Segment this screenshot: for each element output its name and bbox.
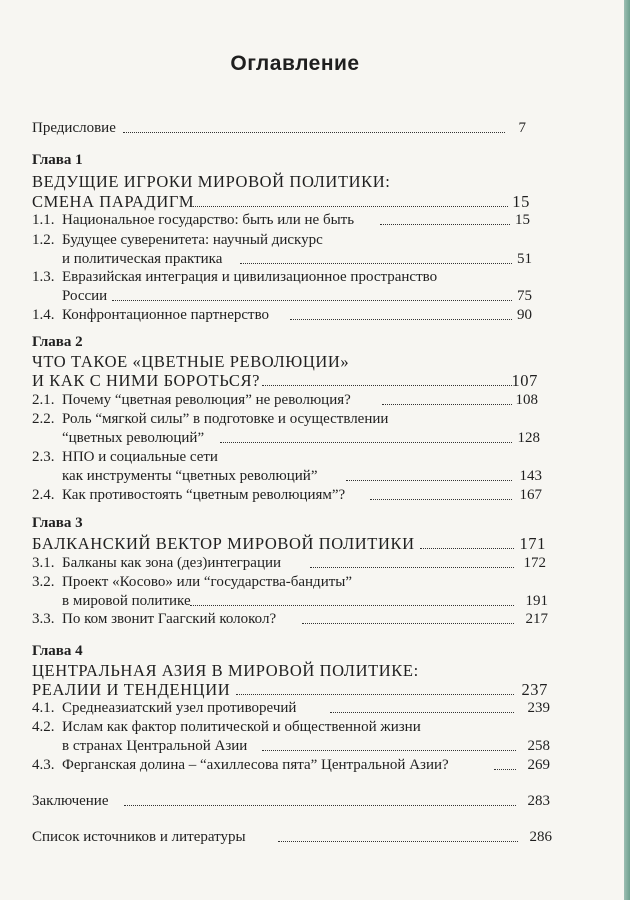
page-number: 237 [521,680,548,699]
page-number: 258 [527,738,550,754]
toc-entry-continued: и политическая практика 51 [0,248,630,270]
dot-leader [420,548,514,549]
toc-entry: 1.2. Будущее суверенитета: научный дискурс [32,232,323,248]
toc-entry-label: Список источников и литературы [32,829,246,845]
toc-entry-continued: в мировой политике 191 [0,590,630,612]
toc-entry: 2.1. Почему “цветная революция” не революция? 108 [0,389,630,411]
dot-leader [310,567,514,568]
dot-leader [124,805,516,806]
toc-entry-continued: России 75 [0,285,630,307]
toc-entry: 4.3. Ферганская долина – “ахиллесова пята” Центральной Азии? 269 [0,754,630,776]
dot-leader [220,442,512,443]
page-number: 143 [519,468,542,484]
chapter-title-line: ЦЕНТРАЛЬНАЯ АЗИЯ В МИРОВОЙ ПОЛИТИКЕ: [32,661,419,680]
toc-entry-continued: как инструменты “цветных революций” 143 [0,465,630,487]
page-number: 15 [512,192,530,211]
page-number: 283 [527,793,550,809]
dot-leader [112,300,512,301]
chapter-label: Глава 4 [32,643,83,659]
dot-leader [382,404,512,405]
dot-leader [190,206,508,207]
page-title: Оглавление [230,52,360,75]
toc-entry: 2.4. Как противостоять “цветным революциям”? 167 [0,484,630,506]
page-number: 15 [515,212,530,228]
dot-leader [330,712,514,713]
toc-entry-conclusion [0,790,630,812]
dot-leader [123,132,505,133]
dot-leader [346,480,512,481]
chapter-label: Глава 1 [32,152,83,168]
chapter-title-line: РЕАЛИИ И ТЕНДЕНЦИИ 237 [32,680,548,699]
toc-entry-label: Заключение [32,793,109,809]
dot-leader [236,694,514,695]
dot-leader [370,499,512,500]
toc-entry-bibliography [0,826,630,848]
dot-leader [262,750,516,751]
toc-entry-preface [0,117,630,139]
toc-entry: 1.4. Конфронтационное партнерство 90 [0,304,630,326]
page-number: 167 [519,487,542,503]
toc-entry: 2.3. НПО и социальные сети [32,449,218,465]
page-number: 128 [517,430,540,446]
page-number: 191 [525,593,548,609]
chapter-title-line: И КАК С НИМИ БОРОТЬСЯ? 107 [32,371,538,390]
page-number: 269 [527,757,550,773]
page-number: 75 [517,288,532,304]
chapter-title-line: СМЕНА ПАРАДИГМ 15 [32,192,530,211]
page-number: 7 [518,120,526,136]
page-number: 108 [515,392,538,408]
chapter-title-line: БАЛКАНСКИЙ ВЕКТОР МИРОВОЙ ПОЛИТИКИ 171 [32,534,546,553]
toc-entry-continued: в странах Центральной Азии 258 [0,735,630,757]
toc-entry: 4.1. Среднеазиатский узел противоречий 239 [0,697,630,719]
toc-entry: 3.3. По ком звонит Гаагский колокол? 217 [0,608,630,630]
chapter-label: Глава 2 [32,334,83,350]
dot-leader [302,623,514,624]
page-number: 239 [527,700,550,716]
toc-entry: 4.2. Ислам как фактор политической и общественной жизни [32,719,421,735]
toc-entry: 1.1. Национальное государство: быть или не быть 15 [0,209,630,231]
toc-entry: 1.3. Евразийская интеграция и цивилизационное пространство [32,269,438,285]
page-number: 51 [517,251,532,267]
chapter-title-line: ЧТО ТАКОЕ «ЦВЕТНЫЕ РЕВОЛЮЦИИ» [32,352,350,371]
dot-leader [278,841,518,842]
page-number: 90 [517,307,532,323]
toc-entry-label: Предисловие [32,120,116,136]
page-number: 172 [523,555,546,571]
page-number: 286 [529,829,552,845]
page-number: 107 [511,371,538,390]
dot-leader [240,263,512,264]
dot-leader [290,319,512,320]
toc-entry: 2.2. Роль “мягкой силы” в подготовке и осуществлении [32,411,389,427]
toc-entry: 3.2. Проект «Косово» или “государства-бандиты” [32,574,353,590]
page-number: 217 [525,611,548,627]
dot-leader [190,605,514,606]
page-number: 171 [519,534,546,553]
chapter-title-line: ВЕДУЩИЕ ИГРОКИ МИРОВОЙ ПОЛИТИКИ: [32,172,391,191]
chapter-label: Глава 3 [32,515,83,531]
toc-entry: 3.1. Балканы как зона (дез)интеграции 172 [0,552,630,574]
toc-entry-continued: “цветных революций” 128 [0,427,630,449]
dot-leader [262,385,512,386]
